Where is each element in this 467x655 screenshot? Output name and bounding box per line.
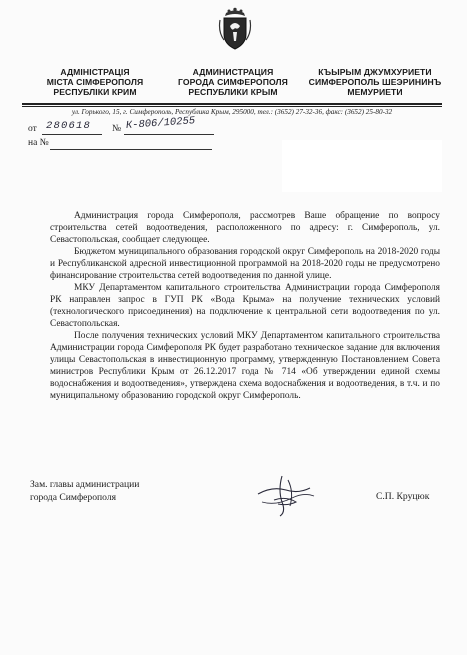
ref-ot-label: от: [28, 124, 37, 134]
letter-body: [50, 210, 440, 402]
header-right-line-2: СИМФЕРОПОЛЬ ШЕЭРИНИНЪ: [308, 77, 442, 87]
ref-date-value: 280618: [46, 120, 92, 132]
ref-date-underline: [42, 134, 102, 135]
body-paragraph-4: После получения технических условий МКУ Департаментом капитального строительства Администрации города Симферополя РК будет разработано техническое задание для включения улицы Севастопольская в инвестиционную программу, утвержденную Постановлением Совета министров Республики Крым от 26.12.2017 года № 714 «Об утверждении единой схемы водоснабжения и водоотведения», утверждена схема водоснабжения и водоотведения, в т.ч. и по муниципальному образованию городской округ Симферополь.: [50, 331, 440, 401]
header-center: [162, 67, 304, 97]
handwritten-signature: [252, 472, 322, 518]
body-paragraph-1: Администрация города Симферополя, рассмотрев Ваше обращение по вопросу строительства сетей водоотведения, расположенного по адресу: г. Симферополь, ул. Севастопольская, сообщает следующее.: [50, 211, 440, 245]
signature-position: [30, 478, 139, 504]
ref-na-label: на №: [28, 138, 49, 148]
header-divider-thin: [22, 106, 442, 107]
ref-number-value: К-806/10255: [125, 115, 196, 132]
body-paragraph-2: Бюджетом муниципального образования городской округ Симферополь на 2018-2020 годы и Республиканской адресной инвестиционной программой на 2018-2020 годы не предусмотрено финансирование строительства сетей водоотведения по данной улице.: [50, 247, 440, 281]
ref-number-underline: [124, 134, 214, 135]
signature-name: С.П. Круцюк: [376, 491, 430, 502]
coat-of-arms-icon: [218, 6, 252, 52]
header-center-line-3: РЕСПУБЛИКИ КРЫМ: [188, 87, 278, 97]
header-center-line-1: АДМИНИСТРАЦИЯ: [192, 67, 274, 77]
header-center-line-2: ГОРОДА СИМФЕРОПОЛЯ: [178, 77, 288, 87]
header-left: [32, 67, 158, 97]
header-right-line-1: КЪЫРЫМ ДЖУМХУРИЕТИ: [318, 67, 432, 77]
signature-position-line-2: города Симферополя: [30, 492, 117, 503]
header-left-line-3: РЕСПУБЛІКИ КРИМ: [53, 87, 137, 97]
ref-number-label: №: [112, 124, 122, 134]
header-divider-thick: [22, 103, 442, 105]
header-right-line-3: МЕМУРИЕТИ: [347, 87, 403, 97]
recipient-redaction: [282, 140, 442, 192]
header-left-line-2: МІСТА СІМФЕРОПОЛЯ: [46, 77, 144, 87]
address-line: ул. Горького, 15, г. Симферополь, Республика Крым, 295000, тел.: (3652) 27-32-36, факс: (3652) 25-80-32: [71, 108, 393, 116]
header-right: [302, 67, 448, 97]
signature-position-line-1: Зам. главы администрации: [30, 479, 140, 490]
header-left-line-1: АДМІНІСТРАЦІЯ: [60, 67, 130, 77]
body-paragraph-3: МКУ Департаментом капитального строительства Администрации города Симферополя РК направлен запрос в ГУП РК «Вода Крыма» на получение технических условий (технологического присоединения) на подключение к центральной сети водоотведения по ул. Севастопольская.: [50, 283, 440, 329]
ref-na-underline: [50, 149, 212, 150]
